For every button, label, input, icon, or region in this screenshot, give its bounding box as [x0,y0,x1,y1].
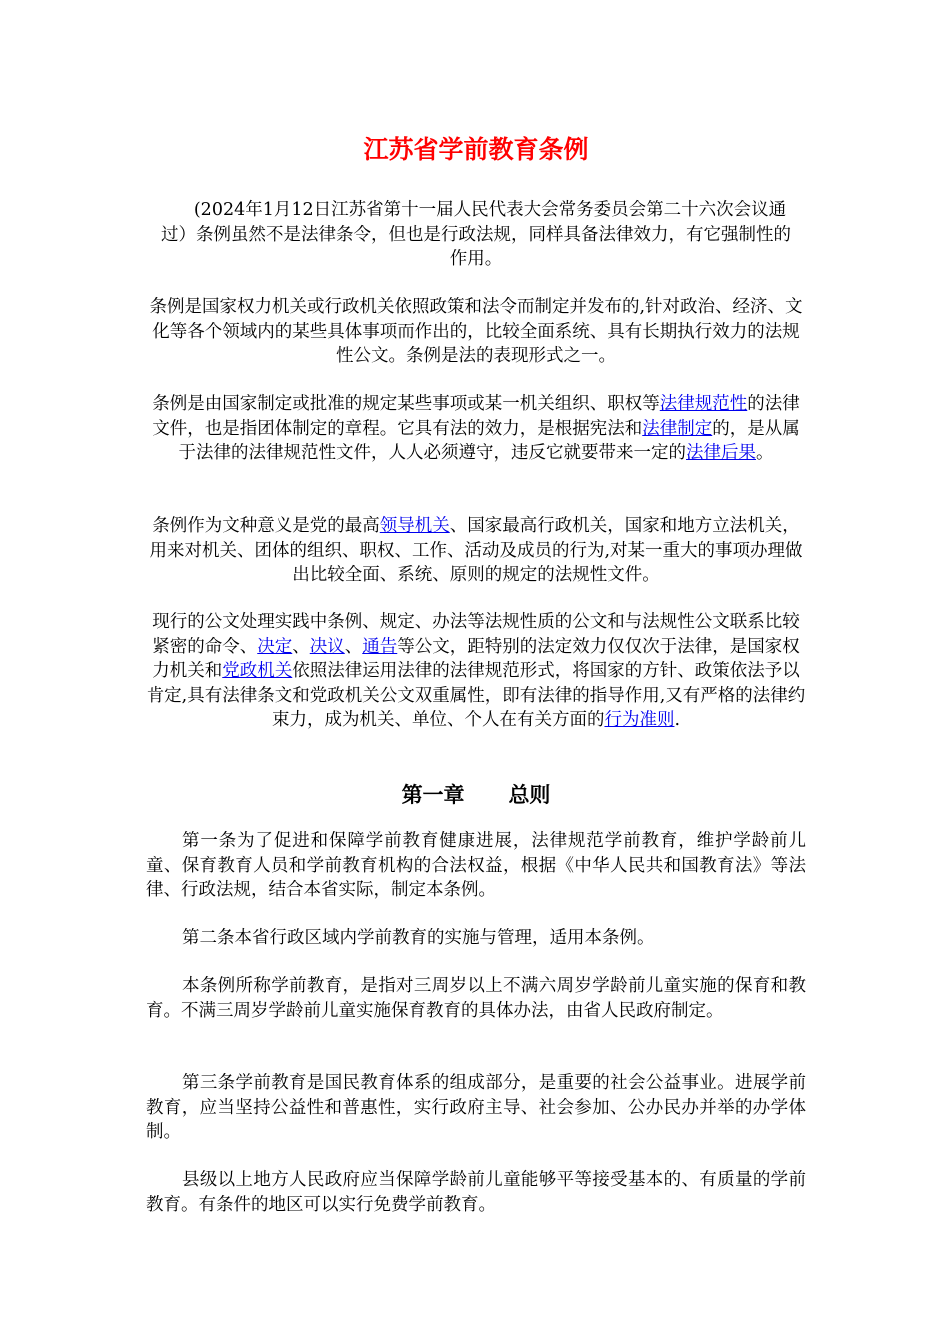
link-resolution[interactable]: 决议 [309,636,345,657]
text-segment: 依照法律运用法律的法律规范形式，将国家的方针、政策依法予以肯定,具有法律条文和党政机关公文双重属性，即有法律的指导作用,又有严格的法律约束力，成为机关、单位、个人在有关方面的 [146,661,806,730]
definition-paragraph: 条例是国家权力机关或行政机关依照政策和法令而制定并发布的,针对政治、经济、文化等各个领域内的某些具体事项而作出的，比较全面系统、具有长期执行效力的法规性公文。条例是法的表现形式之一。 [149,297,803,366]
text-segment: 。 [756,443,774,463]
article-3-clause: 县级以上地方人民政府应当保障学龄前儿童能够平等接受基本的、有质量的学前教育。有条件的地区可以实行免费学前教育。 [146,1170,806,1215]
document-title: 江苏省学前教育条例 [363,135,589,164]
link-legal-consequence[interactable]: 法律后果 [686,443,756,463]
text-segment: 、 [292,636,310,657]
link-legal-normative[interactable]: 法律规范性 [659,394,748,414]
text-segment: 、国家最高行政机关，国家和地方立法机关，用来对机关、团体的组织、职权、工作、活动及成员的行为,对某一重大的事项办理做出比较全面、系统、原则的规定的法规性文件。 [149,516,803,585]
text-segment: 、 [344,636,363,657]
text-segment: . [674,710,681,730]
link-notice[interactable]: 通告 [362,636,398,657]
article-2-clause: 本条例所称学前教育，是指对三周岁以上不满六周岁学龄前儿童实施的保育和教育。不满三周岁学龄前儿童实施保育教育的具体办法，由省人民政府制定。 [146,976,806,1021]
text-segment: 的，是从属于法律的法律规范性文件，人人必须遵守，违反它就要带来一定的 [178,418,800,463]
link-party-government[interactable]: 党政机关 [222,661,293,681]
genre-paragraph [146,514,806,588]
text-segment: 现行的公文处理实践中条例、规定、办法等法规性质的公文和与法规性公文联系比较紧密的命令、 [152,612,800,657]
article-2: 第二条本省行政区域内学前教育的实施与管理，适用本条例。 [182,928,655,948]
link-code-of-conduct[interactable]: 行为准则 [604,710,675,730]
intro-paragraph: (2024年1月12日江苏省第十一届人民代表大会常务委员会第二十六次会议通过）条例虽然不是法律条令，但也是行政法规，同样具备法律效力，有它强制性的作用。 [161,200,791,269]
practice-paragraph [146,610,806,733]
nature-paragraph [146,392,806,466]
text-segment: 等公文，距特别的法定效力仅仅次于法律，是国家权力机关和 [152,636,800,681]
text-segment: 条例作为文种意义是党的最高 [152,516,380,536]
chapter-number: 第一章 [401,783,465,807]
article-3: 第三条学前教育是国民教育体系的组成部分，是重要的社会公益事业。进展学前教育，应当坚持公益性和普惠性，实行政府主导、社会参加、公办民办并举的办学体制。 [146,1073,806,1142]
chapter-heading [146,780,806,810]
article-1: 第一条为了促进和保障学前教育健康进展，法律规范学前教育，维护学龄前儿童、保育教育人员和学前教育机构的合法权益，根据《中华人民共和国教育法》等法律、行政法规，结合本省实际，制定本条例。 [146,831,806,900]
link-legislation[interactable]: 法律制定 [642,418,713,439]
text-segment: 条例是由国家制定或批准的规定某些事项或某一机关组织、职权等 [152,394,660,414]
link-leading-organ[interactable]: 领导机关 [379,516,450,536]
chapter-name: 总则 [508,783,551,807]
link-decision[interactable]: 决定 [257,636,293,657]
text-segment: 的法律文件，也是指团体制定的章程。它具有法的效力，是根据宪法和 [152,394,800,439]
